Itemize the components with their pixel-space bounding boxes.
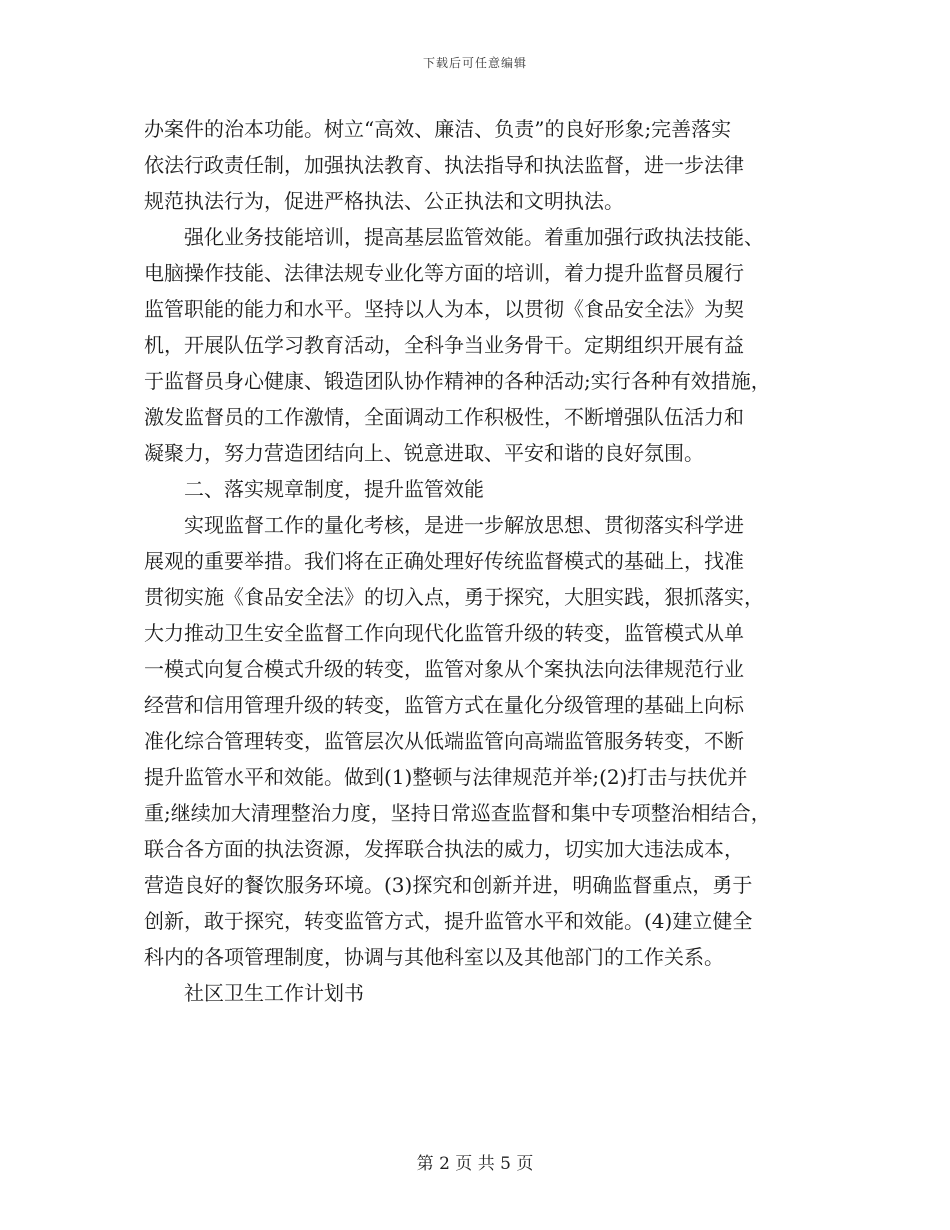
text-line: 实现监督工作的量化考核，是进一步解放思想、贯彻落实科学进 xyxy=(184,513,744,537)
text-line: 准化综合管理转变，监管层次从低端监管向高端监管服务转变，不断 xyxy=(144,729,744,753)
text-line: 联合各方面的执法资源，发挥联合执法的威力，切实加大违法成本， xyxy=(144,837,744,861)
text-line: 办案件的治本功能。树立“高效、廉洁、负责”的良好形象;完善落实 xyxy=(144,117,732,141)
text-line: 科内的各项管理制度，协调与其他科室以及其他部门的工作关系。 xyxy=(144,945,724,969)
section-heading: 二、落实规章制度，提升监管效能 xyxy=(184,477,484,501)
text-line: 提升监管水平和效能。做到(1)整顿与法律规范并举;(2)打击与扶优并 xyxy=(144,765,748,789)
text-line: 于监督员身心健康、锻造团队协作精神的各种活动;实行各种有效措施， xyxy=(144,369,771,393)
document-body xyxy=(144,111,824,1011)
text-line: 激发监督员的工作激情，全面调动工作积极性，不断增强队伍活力和 xyxy=(144,405,744,429)
text-line: 一模式向复合模式升级的转变，监管对象从个案执法向法律规范行业 xyxy=(144,657,744,681)
text-line: 重;继续加大清理整治力度，坚持日常巡查监督和集中专项整治相结合， xyxy=(144,801,771,825)
page-number-text: 第 2 页 共 5 页 xyxy=(416,1154,534,1174)
text-line: 凝聚力，努力营造团结向上、锐意进取、平安和谐的良好氛围。 xyxy=(144,441,704,465)
page-number xyxy=(0,1149,950,1174)
text-line: 规范执法行为，促进严格执法、公正执法和文明执法。 xyxy=(144,189,624,213)
text-line: 依法行政责任制，加强执法教育、执法指导和执法监督，进一步法律 xyxy=(144,153,744,177)
text-line: 创新，敢于探究，转变监管方式，提升监管水平和效能。(4)建立健全 xyxy=(144,909,753,933)
text-line: 机，开展队伍学习教育活动，全科争当业务骨干。定期组织开展有益 xyxy=(144,333,744,357)
text-line: 展观的重要举措。我们将在正确处理好传统监督模式的基础上，找准 xyxy=(144,549,744,573)
text-line: 营造良好的餐饮服务环境。(3)探究和创新并进，明确监督重点，勇于 xyxy=(144,873,753,897)
text-line: 贯彻实施《食品安全法》的切入点，勇于探究，大胆实践，狠抓落实， xyxy=(144,585,764,609)
text-line: 强化业务技能培训，提高基层监管效能。着重加强行政执法技能、 xyxy=(184,225,764,249)
text-line: 大力推动卫生安全监督工作向现代化监管升级的转变，监管模式从单 xyxy=(144,621,744,645)
document-title: 社区卫生工作计划书 xyxy=(184,981,364,1005)
text-line: 电脑操作技能、法律法规专业化等方面的培训，着力提升监督员履行 xyxy=(144,261,744,285)
page-header: 下载后可任意编辑 xyxy=(422,56,527,70)
text-line: 经营和信用管理升级的转变，监管方式在量化分级管理的基础上向标 xyxy=(144,693,744,717)
text-line: 监管职能的能力和水平。坚持以人为本，以贯彻《食品安全法》为契 xyxy=(144,297,744,321)
